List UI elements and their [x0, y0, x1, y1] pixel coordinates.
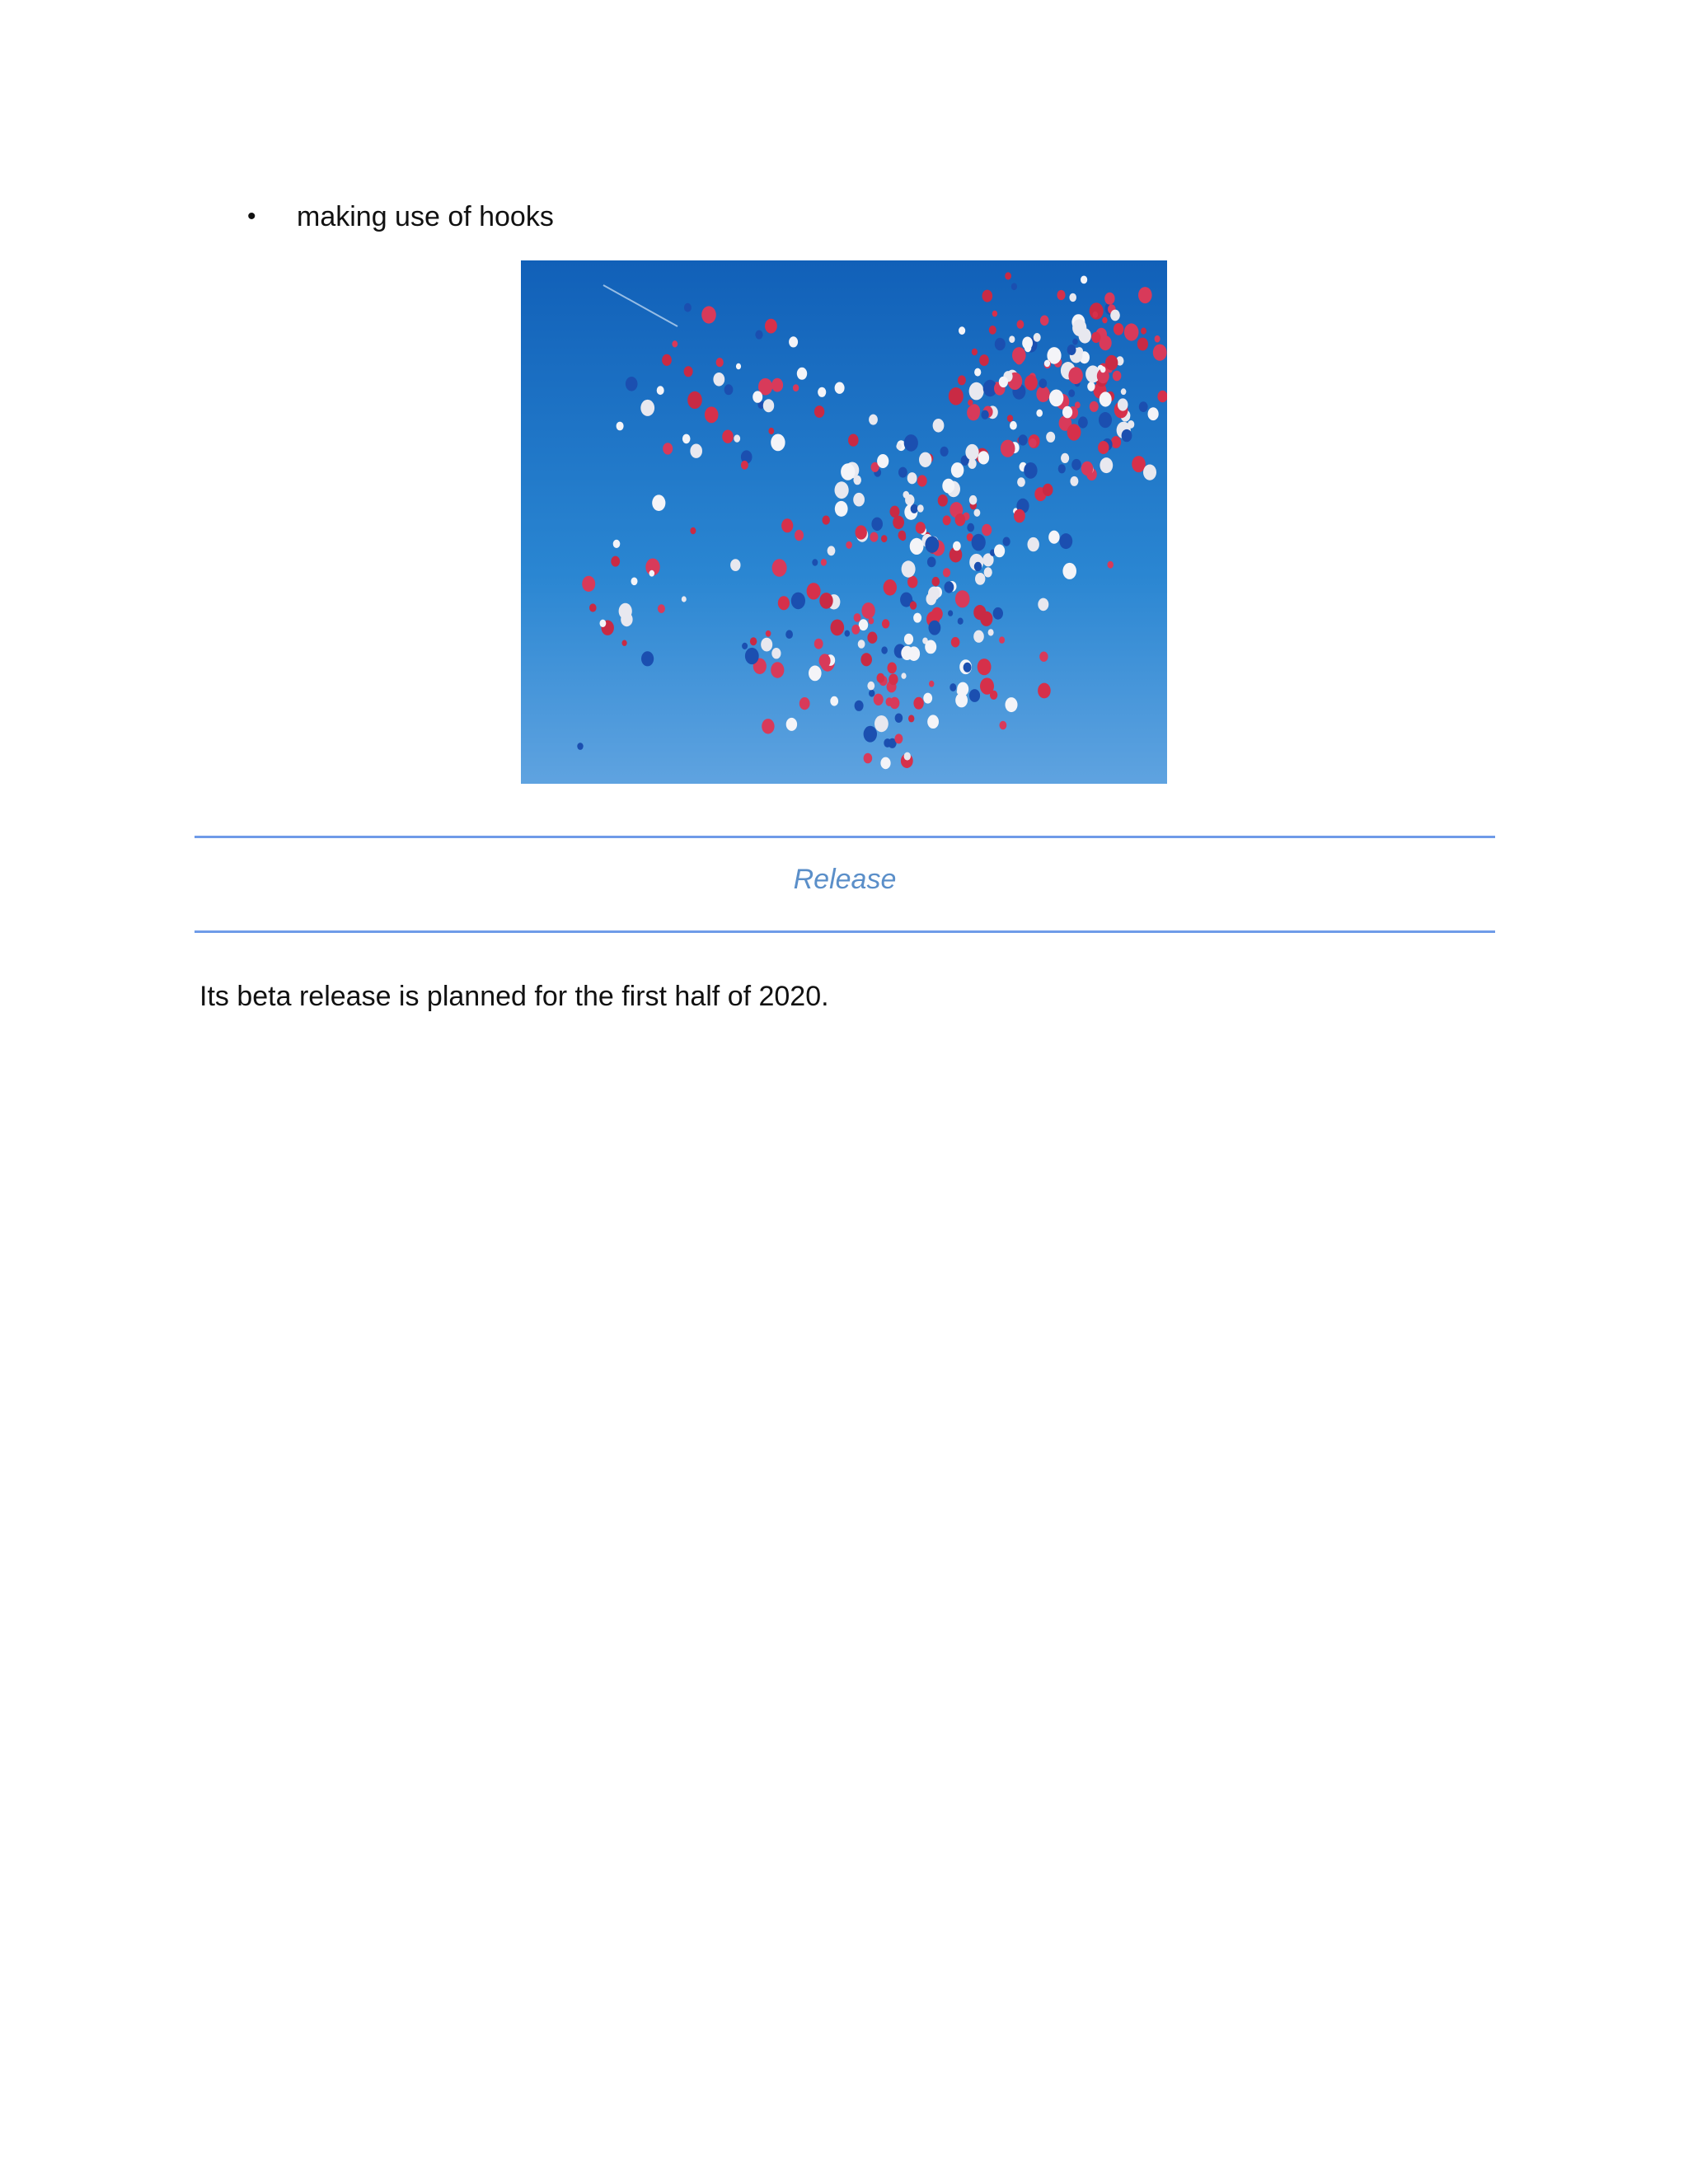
balloon	[835, 501, 848, 517]
balloon	[1014, 509, 1025, 523]
balloon	[1108, 561, 1114, 569]
balloon	[1010, 421, 1017, 430]
balloon	[1093, 312, 1099, 318]
balloon	[797, 368, 807, 380]
balloon	[807, 583, 821, 599]
balloon	[1059, 533, 1072, 549]
balloon	[617, 422, 624, 431]
balloon	[809, 666, 822, 682]
balloon	[828, 546, 836, 555]
balloon	[766, 630, 771, 637]
balloon	[762, 719, 774, 733]
balloon	[980, 612, 992, 626]
balloon	[856, 525, 867, 539]
balloon	[819, 593, 832, 609]
balloon	[965, 444, 978, 461]
balloon	[1067, 424, 1081, 440]
balloon	[880, 757, 890, 770]
balloon	[1137, 338, 1148, 351]
balloon	[882, 619, 889, 628]
balloon	[969, 382, 984, 401]
balloon	[919, 452, 931, 467]
heading-rule-bottom	[195, 930, 1495, 933]
balloon	[972, 534, 986, 551]
balloon	[823, 516, 830, 525]
balloon	[657, 386, 664, 395]
balloon	[745, 648, 759, 664]
balloon	[925, 537, 939, 553]
balloon	[1068, 367, 1082, 384]
balloon	[1122, 429, 1132, 442]
balloon	[974, 562, 982, 571]
balloon	[1099, 412, 1112, 428]
balloon	[1105, 355, 1118, 370]
balloon	[690, 527, 696, 534]
balloon	[979, 354, 989, 366]
balloon	[993, 607, 1003, 620]
balloon	[913, 613, 921, 623]
balloon	[901, 673, 906, 678]
balloon	[640, 400, 654, 416]
balloon	[716, 358, 724, 367]
balloon	[929, 681, 934, 687]
balloon	[940, 447, 949, 457]
balloon	[1148, 407, 1159, 420]
balloon	[589, 603, 597, 612]
balloon	[1036, 410, 1043, 417]
balloon	[687, 391, 702, 409]
balloon	[1100, 391, 1112, 406]
balloon	[907, 472, 917, 484]
balloon	[877, 673, 885, 683]
balloon	[1038, 598, 1048, 612]
balloon	[851, 625, 860, 635]
balloon	[1019, 434, 1028, 445]
balloon	[896, 443, 902, 450]
balloon	[972, 349, 978, 356]
balloon	[1143, 465, 1156, 480]
balloon	[821, 559, 827, 566]
balloon	[938, 494, 948, 507]
body-paragraph: Its beta release is planned for the first half of 2020.	[199, 981, 829, 1012]
balloon	[1070, 476, 1078, 486]
balloon	[1044, 360, 1050, 368]
balloon	[927, 715, 939, 729]
balloon	[990, 691, 997, 700]
balloon	[948, 610, 953, 616]
balloon	[982, 524, 992, 537]
balloon	[894, 733, 903, 743]
balloon	[771, 662, 784, 678]
heading-rule-top	[195, 836, 1495, 838]
balloon	[785, 630, 793, 639]
balloon	[682, 434, 691, 444]
balloon	[742, 643, 748, 649]
balloon	[841, 463, 855, 480]
bullet-icon: •	[247, 203, 256, 230]
balloon	[945, 581, 954, 593]
balloon	[684, 366, 693, 377]
balloon	[1090, 401, 1099, 412]
balloon	[995, 338, 1006, 350]
balloon	[1111, 436, 1121, 448]
balloon	[1034, 333, 1041, 342]
balloon	[771, 378, 783, 392]
balloon	[953, 541, 961, 551]
balloon	[904, 434, 918, 452]
balloon	[763, 399, 774, 412]
balloon	[859, 619, 868, 630]
balloon	[724, 384, 734, 395]
balloon	[881, 535, 887, 542]
balloon	[881, 646, 888, 654]
balloon	[1009, 335, 1015, 343]
balloon	[577, 743, 583, 750]
balloon	[831, 620, 845, 636]
balloon	[1110, 310, 1120, 321]
balloon	[855, 701, 864, 711]
balloon	[830, 696, 838, 706]
balloon	[984, 567, 992, 577]
balloon	[1139, 401, 1148, 412]
balloon	[1124, 323, 1139, 340]
balloon	[626, 377, 638, 391]
balloon	[959, 326, 965, 335]
balloon	[1039, 652, 1048, 662]
balloon	[905, 494, 914, 506]
balloon	[1091, 332, 1100, 343]
balloon	[641, 651, 654, 666]
balloon	[969, 689, 980, 702]
balloon	[1087, 382, 1095, 391]
balloon	[1062, 406, 1072, 419]
balloon	[923, 693, 932, 704]
balloon	[672, 340, 678, 347]
balloon	[750, 637, 757, 645]
balloon	[684, 303, 692, 312]
balloon	[1069, 293, 1076, 302]
balloon	[973, 630, 984, 643]
balloon	[1068, 390, 1075, 397]
balloon	[1067, 344, 1076, 355]
list-item-text: making use of hooks	[297, 200, 554, 232]
balloon	[958, 618, 964, 625]
balloon	[925, 640, 936, 654]
balloon	[1011, 283, 1017, 290]
balloon	[786, 718, 797, 731]
balloon	[1006, 697, 1018, 712]
balloon	[867, 682, 874, 691]
balloon	[600, 620, 607, 627]
balloon	[845, 630, 851, 637]
balloon	[1113, 371, 1122, 382]
balloon	[1100, 367, 1106, 373]
balloon	[1081, 276, 1087, 284]
balloon	[989, 326, 996, 335]
balloon	[1141, 328, 1146, 335]
balloon	[1038, 683, 1051, 699]
balloon	[893, 516, 904, 529]
balloon	[1017, 320, 1025, 329]
section-heading: Release	[793, 864, 897, 895]
balloon	[1114, 323, 1123, 335]
balloon	[761, 638, 772, 652]
balloon	[663, 443, 673, 454]
balloon	[886, 697, 893, 706]
balloon	[929, 621, 941, 635]
balloon	[771, 434, 785, 452]
balloon	[981, 410, 988, 419]
balloon	[860, 653, 872, 666]
balloon	[736, 363, 741, 370]
balloon	[853, 493, 865, 507]
balloon	[888, 663, 897, 674]
balloon	[967, 523, 974, 532]
balloon	[793, 384, 799, 391]
balloon	[895, 714, 903, 723]
balloon	[835, 382, 845, 394]
balloon	[898, 467, 907, 478]
balloon	[1062, 563, 1076, 579]
balloon	[871, 518, 883, 531]
balloon	[1132, 456, 1146, 472]
balloon	[1000, 721, 1007, 730]
balloon	[901, 646, 912, 660]
balloon	[933, 419, 945, 433]
balloon	[902, 560, 916, 577]
balloon	[1100, 457, 1113, 473]
balloon	[1024, 462, 1037, 479]
balloon	[1102, 317, 1107, 324]
balloon	[1015, 354, 1023, 364]
balloon	[978, 658, 992, 675]
balloon	[1121, 388, 1127, 395]
balloon	[1025, 344, 1031, 352]
balloon	[1153, 344, 1167, 361]
balloon	[1098, 441, 1109, 454]
balloon	[1025, 375, 1038, 391]
balloon	[1104, 293, 1114, 305]
balloon	[789, 336, 798, 347]
balloon	[1071, 459, 1081, 471]
balloon	[1036, 386, 1049, 402]
balloon	[864, 726, 877, 743]
balloon	[848, 434, 859, 447]
balloon	[955, 693, 968, 708]
balloon	[1155, 335, 1160, 343]
balloon	[818, 387, 826, 397]
balloon	[1043, 484, 1053, 496]
balloon	[768, 428, 774, 434]
balloon	[992, 311, 997, 317]
balloon	[649, 570, 655, 577]
balloon	[927, 557, 936, 568]
balloon	[1049, 390, 1063, 407]
balloon	[1100, 335, 1112, 350]
balloons-image	[521, 260, 1167, 784]
balloon	[1040, 316, 1049, 326]
balloon	[911, 504, 918, 513]
balloon	[611, 556, 620, 567]
balloon	[917, 504, 924, 512]
balloon	[969, 404, 981, 417]
balloon	[877, 454, 889, 468]
balloon	[988, 629, 994, 635]
balloon	[1028, 537, 1039, 551]
balloon	[1003, 537, 1010, 546]
balloon	[942, 479, 954, 494]
balloon	[582, 576, 595, 592]
balloon	[722, 430, 734, 443]
balloon	[1048, 531, 1059, 544]
balloon	[734, 434, 740, 442]
balloon	[755, 330, 762, 340]
balloon	[1029, 438, 1036, 448]
balloon	[662, 354, 672, 366]
balloon	[690, 444, 702, 458]
balloon	[974, 368, 981, 377]
balloon	[932, 577, 940, 586]
balloon	[778, 596, 790, 610]
balloon	[869, 415, 878, 425]
balloon	[890, 506, 900, 518]
balloon	[652, 494, 665, 511]
balloon	[1039, 378, 1047, 388]
balloon	[1128, 420, 1134, 429]
balloon	[835, 481, 849, 499]
balloon	[613, 540, 621, 548]
balloon	[874, 694, 884, 705]
balloon	[730, 559, 740, 571]
balloon	[1005, 272, 1011, 279]
balloon	[910, 538, 924, 555]
balloon	[631, 578, 638, 586]
balloon	[682, 596, 687, 602]
balloon	[864, 753, 873, 764]
balloon	[858, 640, 865, 649]
balloon	[926, 593, 937, 605]
balloon	[951, 462, 964, 478]
balloon	[994, 545, 1005, 558]
balloon	[943, 515, 951, 525]
balloon	[949, 387, 964, 405]
balloon	[861, 602, 874, 619]
balloon	[1118, 398, 1128, 410]
balloon	[889, 674, 898, 686]
balloon	[854, 613, 861, 622]
balloon	[846, 541, 852, 549]
balloon	[1046, 432, 1055, 443]
balloon	[1081, 462, 1094, 476]
balloon	[1007, 415, 1013, 422]
balloon	[799, 697, 810, 710]
balloon	[713, 373, 724, 387]
balloon	[701, 306, 716, 323]
balloons-photo-icon	[521, 260, 1167, 784]
balloon	[1058, 464, 1066, 473]
balloon	[1017, 477, 1025, 487]
balloon	[622, 640, 627, 646]
balloon	[950, 683, 956, 691]
balloon	[1078, 416, 1088, 428]
balloon	[978, 451, 990, 464]
balloon	[910, 602, 917, 610]
balloon	[907, 576, 917, 588]
balloon	[1072, 319, 1086, 336]
balloon	[1001, 440, 1015, 457]
balloon	[772, 559, 787, 577]
balloon	[869, 690, 874, 697]
balloon	[1061, 453, 1069, 463]
balloon	[904, 752, 911, 761]
balloon	[705, 406, 719, 423]
balloon	[913, 697, 923, 710]
balloon	[771, 648, 781, 658]
balloon	[1072, 339, 1078, 345]
balloon	[900, 533, 907, 541]
balloon	[867, 632, 877, 644]
balloon	[943, 568, 950, 577]
balloon	[951, 637, 960, 648]
balloon	[795, 530, 804, 541]
balloon	[884, 579, 897, 596]
balloon	[955, 513, 966, 526]
balloon	[916, 522, 926, 534]
balloon	[999, 636, 1005, 643]
balloon	[1057, 290, 1065, 300]
balloon	[791, 593, 805, 610]
balloon	[917, 475, 927, 486]
balloon	[904, 634, 913, 644]
balloon	[964, 663, 972, 673]
balloon	[958, 375, 966, 385]
balloon	[741, 461, 748, 470]
balloon	[814, 405, 824, 418]
balloon	[874, 715, 889, 732]
balloon	[781, 518, 793, 532]
balloon	[974, 509, 981, 517]
balloon	[621, 612, 632, 626]
balloon	[753, 391, 762, 402]
balloon	[999, 377, 1008, 387]
balloon	[658, 604, 665, 613]
balloon	[819, 654, 831, 668]
balloon	[975, 573, 985, 585]
balloon	[812, 559, 818, 565]
balloon	[955, 590, 970, 607]
balloon	[814, 639, 823, 649]
balloon	[908, 715, 914, 722]
list-item	[247, 196, 554, 237]
balloon	[1138, 287, 1152, 303]
balloon	[969, 495, 978, 505]
balloon	[982, 290, 993, 302]
balloon	[870, 532, 878, 542]
balloon	[765, 319, 777, 334]
